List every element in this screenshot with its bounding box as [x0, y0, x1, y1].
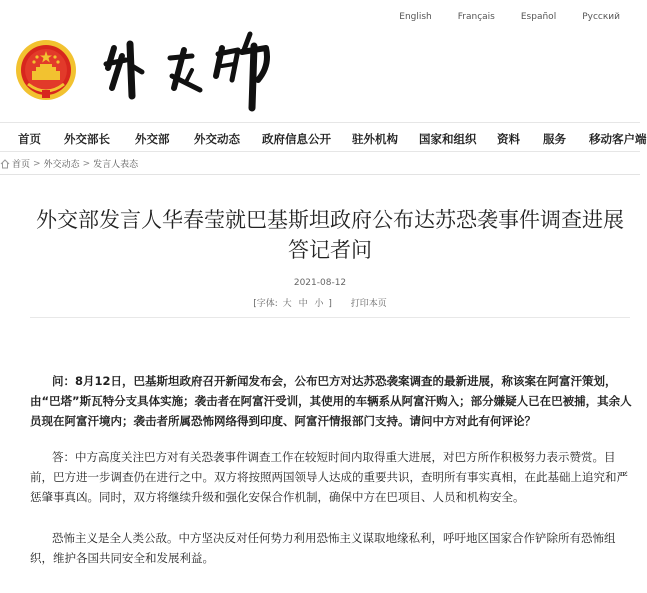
nav-item-home[interactable]: 首页	[18, 132, 41, 146]
font-size-small[interactable]: 小	[314, 299, 324, 309]
answer-paragraph: 恐怖主义是全人类公敌。中方坚决反对任何势力利用恐怖主义谋取地缘私利，呼吁地区国家合作铲除所有恐怖组织，维护各国共同安全和发展利益。	[30, 531, 616, 565]
nav-item-mobile-client[interactable]: 移动客户端	[589, 132, 647, 146]
lang-spanish-link[interactable]: Español	[520, 12, 557, 22]
font-label-prefix: [字体:	[253, 299, 278, 309]
nav-item-minister[interactable]: 外交部长	[64, 132, 110, 146]
nav-item-gov-info[interactable]: 政府信息公开	[262, 132, 331, 146]
font-size-medium[interactable]: 中	[298, 299, 308, 309]
breadcrumb	[0, 157, 138, 170]
article-date: 2021-08-12	[293, 278, 347, 288]
nav-item-ministry[interactable]: 外交部	[135, 132, 170, 146]
article-divider	[30, 317, 630, 318]
national-emblem-icon[interactable]	[14, 38, 78, 102]
nav-item-services[interactable]: 服务	[543, 132, 566, 146]
main-nav	[0, 122, 647, 152]
nav-item-countries-orgs[interactable]: 国家和组织	[419, 132, 477, 146]
font-size-controls	[0, 296, 640, 309]
divider	[0, 174, 640, 175]
home-icon	[0, 159, 10, 169]
question-paragraph: 问：8月12日，巴基斯坦政府召开新闻发布会，公布巴方对达苏恐袭案调查的最新进展，称该案在阿富汗策划，由“巴塔”斯瓦特分支具体实施；袭击者在阿富汗受训，其使用的车辆系从阿富汗购入；部分嫌疑人已在巴被捕，其余人员现在阿富汗境内；袭击者所属恐怖网络得到印度、阿富汗情报部门支持。请问中方对此有何评论？	[30, 374, 632, 428]
nav-item-diplomatic-news[interactable]: 外交动态	[194, 132, 240, 146]
font-size-large[interactable]: 大	[282, 299, 292, 309]
lang-french-link[interactable]: Français	[457, 12, 495, 22]
nav-item-resources[interactable]: 资料	[497, 132, 520, 146]
breadcrumb-spokesperson[interactable]: 发言人表态	[93, 160, 139, 170]
breadcrumb-separator: >	[33, 158, 41, 169]
breadcrumb-separator: >	[82, 158, 91, 169]
nav-item-missions-abroad[interactable]: 驻外机构	[352, 132, 398, 146]
breadcrumb-diplomatic-news[interactable]: 外交动态	[43, 160, 80, 170]
breadcrumb-home[interactable]: 首页	[12, 160, 31, 170]
lang-english-link[interactable]: English	[399, 12, 432, 22]
lang-russian-link[interactable]: Русский	[582, 12, 620, 22]
font-label-suffix: ]	[328, 299, 332, 309]
print-page-link[interactable]: 打印本页	[350, 299, 387, 309]
site-header	[0, 0, 640, 120]
mfa-calligraphy-logo[interactable]	[92, 26, 282, 116]
article-title: 外交部发言人华春莹就巴基斯坦政府公布达苏恐袭事件调查进展答记者问	[36, 208, 624, 262]
answer-paragraph: 答：中方高度关注巴方对有关恐袭事件调查工作在较短时间内取得重大进展，对巴方所作积极努力表示赞赏。目前，巴方进一步调查仍在进行之中。双方将按照两国领导人达成的重要共识，查明所有事实真相，在此基础上追究和严惩肇事真凶。同时，双方将继续升级和强化安保合作机制，确保中方在巴项目、人员和机构安全。	[30, 450, 628, 504]
